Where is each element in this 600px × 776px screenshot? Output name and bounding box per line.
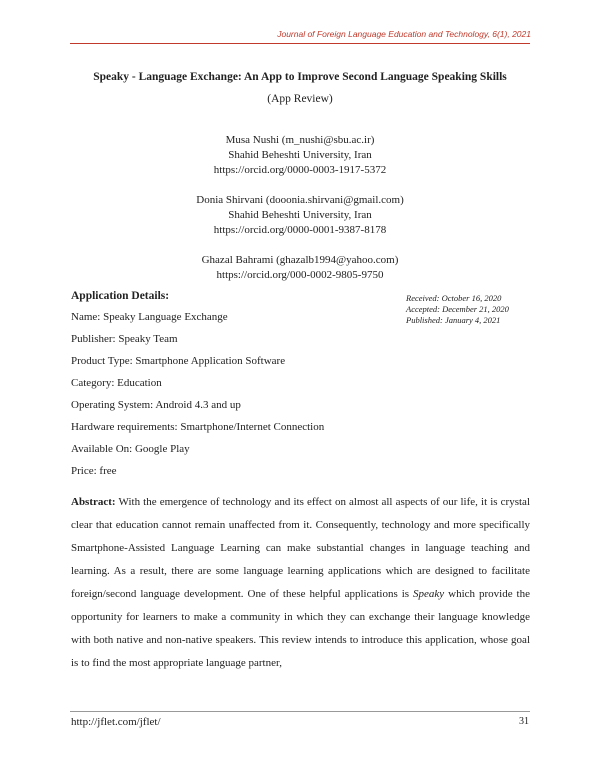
author-block <box>0 193 600 238</box>
published-date: Published: January 4, 2021 <box>406 315 501 325</box>
abstract-app-name: Speaky <box>413 588 445 600</box>
detail-price: Price: free <box>71 465 117 477</box>
detail-publisher: Publisher: Speaky Team <box>71 333 178 345</box>
accepted-date: Accepted: December 21, 2020 <box>406 304 509 314</box>
author-affiliation: Shahid Beheshti University, Iran <box>228 149 372 161</box>
author-name: Musa Nushi (m_nushi@sbu.ac.ir) <box>225 134 375 146</box>
abstract-text: With the emergence of technology and its effect on almost all aspects of our life, it is crystal clear that education cannot remain unaffected from it. Consequently, technology and more specifically Smartphone-Assisted Language Learning can make substantial changes in language teaching and learning. As a result, there are some language learning applications which are designed to facilitate foreign/second language development. One of these helpful applications is <box>71 496 530 600</box>
abstract-label: Abstract: <box>71 496 116 508</box>
footer-url-link[interactable]: http://jflet.com/jflet/ <box>71 716 161 728</box>
detail-operating-system: Operating System: Android 4.3 and up <box>71 399 241 411</box>
footer-divider <box>70 711 530 712</box>
author-orcid-link[interactable]: https://orcid.org/0000-0003-1917-5372 <box>213 164 387 176</box>
author-affiliation: Shahid Beheshti University, Iran <box>228 209 372 221</box>
paper-subtitle: (App Review) <box>267 93 333 105</box>
received-date: Received: October 16, 2020 <box>406 293 502 303</box>
details-heading: Application Details: <box>71 290 170 302</box>
author-block <box>0 253 600 283</box>
abstract-paragraph <box>71 491 530 675</box>
author-list <box>0 133 600 298</box>
author-orcid-link[interactable]: https://orcid.org/000-0002-9805-9750 <box>216 269 384 281</box>
abstract-text: which provide the opportunity for learners to make a community in which they can exchange their language knowledge with both native and non-native speakers. This review intends to introduce this application, whose goal is to find the most appropriate language partner, <box>71 588 530 669</box>
detail-name: Name: Speaky Language Exchange <box>71 311 228 323</box>
header-divider <box>70 43 530 44</box>
author-orcid-link[interactable]: https://orcid.org/0000-0001-9387-8178 <box>213 224 387 236</box>
detail-available-on: Available On: Google Play <box>71 443 190 455</box>
author-name: Donia Shirvani (dooonia.shirvani@gmail.com) <box>196 194 404 206</box>
paper-title: Speaky - Language Exchange: An App to Improve Second Language Speaking Skills <box>93 71 507 83</box>
detail-hardware: Hardware requirements: Smartphone/Internet Connection <box>71 421 325 433</box>
detail-category: Category: Education <box>71 377 162 389</box>
publication-dates <box>406 293 509 326</box>
page-number: 31 <box>519 716 529 727</box>
author-name: Ghazal Bahrami (ghazalb1994@yahoo.com) <box>201 254 399 266</box>
journal-header: Journal of Foreign Language Education and Technology, 6(1), 2021 <box>277 29 531 39</box>
author-block <box>0 133 600 178</box>
detail-product-type: Product Type: Smartphone Application Software <box>71 355 286 367</box>
application-details <box>71 290 324 486</box>
